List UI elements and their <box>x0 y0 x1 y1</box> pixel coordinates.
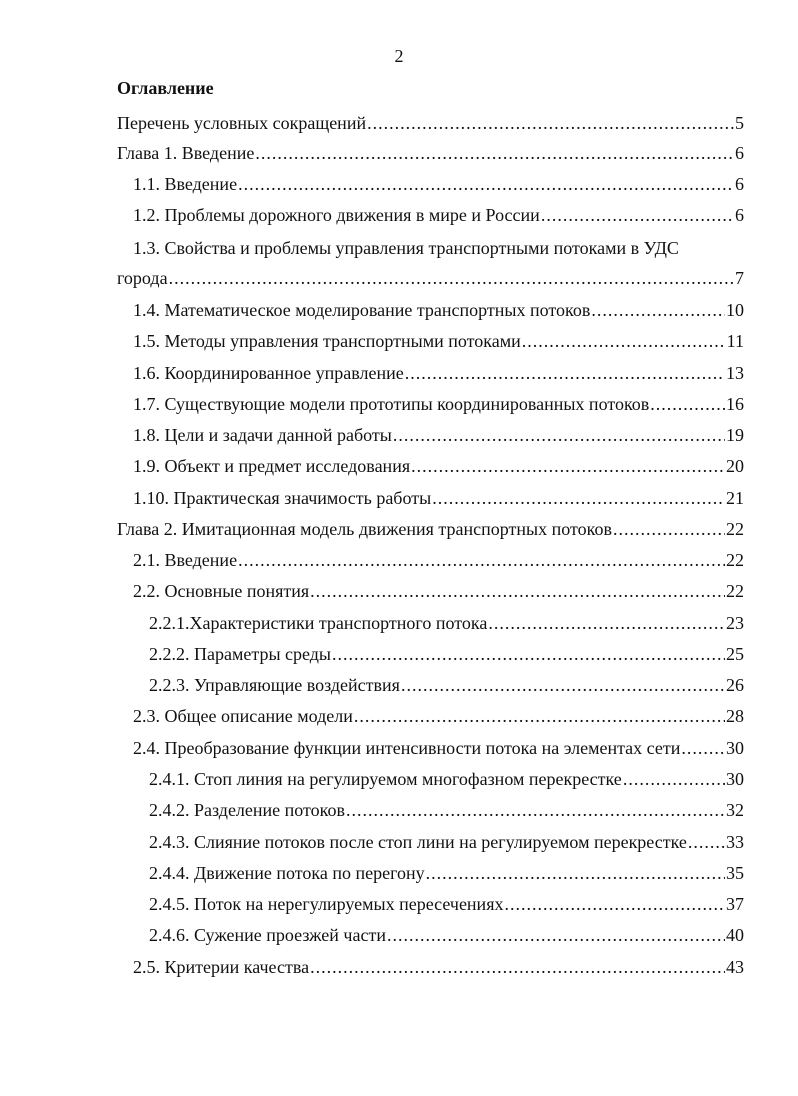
toc-entry-1-7[interactable] <box>0 391 798 417</box>
toc-leader-dots <box>310 578 725 604</box>
toc-leader-dots <box>354 703 725 729</box>
toc-leader-dots <box>613 516 725 542</box>
toc-leader-dots <box>405 360 725 386</box>
page-number: 2 <box>394 46 404 66</box>
toc-entry-page: 7 <box>735 268 744 288</box>
toc-entry-page: 6 <box>735 205 744 225</box>
toc-leader-dots <box>401 672 725 698</box>
toc-entry-1-10[interactable] <box>0 485 798 511</box>
toc-entry-page: 37 <box>726 894 744 914</box>
toc-entry-2-2-3[interactable] <box>0 672 798 698</box>
toc-entry-1-3[interactable] <box>0 235 798 295</box>
toc-leader-dots <box>426 860 725 886</box>
toc-leader-dots <box>650 391 725 417</box>
toc-entry-page: 21 <box>726 488 744 508</box>
toc-entry-page: 40 <box>726 925 744 945</box>
toc-leader-dots <box>346 797 725 823</box>
toc-entry-chapter-2[interactable] <box>0 516 798 542</box>
toc-entry-2-4-3[interactable] <box>0 829 798 855</box>
toc-entry-page: 19 <box>726 425 744 445</box>
toc-entry-title: 2.2.3. Управляющие воздействия <box>149 675 400 695</box>
toc-leader-dots <box>432 485 725 511</box>
toc-leader-dots <box>623 766 725 792</box>
toc-entry-page: 6 <box>735 143 744 163</box>
toc-entry-2-4-5[interactable] <box>0 891 798 917</box>
toc-entry-title: 1.7. Существующие модели прототипы координированных потоков <box>133 394 650 414</box>
toc-leader-dots <box>393 422 725 448</box>
toc-entry-page: 30 <box>726 769 744 789</box>
toc-entry-2-4[interactable] <box>0 735 798 761</box>
toc-entry-title: 1.8. Цели и задачи данной работы <box>133 425 392 445</box>
toc-entry-page: 22 <box>726 519 744 539</box>
toc-entry-title: 2.2.1.Характеристики транспортного потока <box>149 613 488 633</box>
toc-leader-dots <box>504 891 725 917</box>
toc-entry-1-8[interactable] <box>0 422 798 448</box>
toc-entry-2-4-6[interactable] <box>0 922 798 948</box>
toc-entry-page: 22 <box>726 581 744 601</box>
toc-entry-title: 1.2. Проблемы дорожного движения в мире и России <box>133 205 540 225</box>
toc-leader-dots <box>387 922 725 948</box>
toc-leader-dots <box>332 641 725 667</box>
toc-entry-1-5[interactable] <box>0 328 798 354</box>
toc-leader-dots <box>238 171 734 197</box>
toc-entry-page: 26 <box>726 675 744 695</box>
toc-entry-page: 28 <box>726 706 744 726</box>
toc-entry-page: 25 <box>726 644 744 664</box>
toc-entry-1-2[interactable] <box>0 202 798 228</box>
toc-leader-dots <box>411 453 725 479</box>
toc-entry-title: 2.4.4. Движение потока по перегону <box>149 863 425 883</box>
toc-entry-page: 43 <box>726 957 744 977</box>
toc-heading: Оглавление <box>117 78 214 98</box>
toc-entry-2-5[interactable] <box>0 954 798 980</box>
toc-entry-page: 11 <box>726 331 744 351</box>
toc-leader-dots <box>541 202 734 228</box>
toc-entry-title-line1: 1.3. Свойства и проблемы управления транспортными потоками в УДС <box>133 238 679 258</box>
toc-leader-dots <box>169 265 734 291</box>
toc-entry-page: 35 <box>726 863 744 883</box>
toc-entry-1-9[interactable] <box>0 453 798 479</box>
toc-entry-page: 16 <box>726 394 744 414</box>
toc-entry-2-3[interactable] <box>0 703 798 729</box>
toc-entry-page: 10 <box>726 300 744 320</box>
toc-entry-title: 1.5. Методы управления транспортными потоками <box>133 331 521 351</box>
toc-entry-chapter-1[interactable] <box>0 140 798 166</box>
toc-entry-page: 32 <box>726 800 744 820</box>
toc-entry-title: 2.4. Преобразование функции интенсивности потока на элементах сети <box>133 738 681 758</box>
toc-entry-title: 2.3. Общее описание модели <box>133 706 353 726</box>
toc-entry-title: 1.4. Математическое моделирование транспортных потоков <box>133 300 591 320</box>
toc-leader-dots <box>688 829 725 855</box>
toc-leader-dots <box>681 735 725 761</box>
toc-entry-2-4-1[interactable] <box>0 766 798 792</box>
toc-entry-2-2[interactable] <box>0 578 798 604</box>
toc-entry-abbreviations[interactable] <box>0 110 798 136</box>
toc-entry-page: 23 <box>726 613 744 633</box>
toc-entry-title: 1.9. Объект и предмет исследования <box>133 456 411 476</box>
toc-entry-2-2-2[interactable] <box>0 641 798 667</box>
toc-entry-page: 22 <box>726 550 744 570</box>
toc-entry-title: 1.10. Практическая значимость работы <box>133 488 432 508</box>
toc-entry-2-4-2[interactable] <box>0 797 798 823</box>
toc-leader-dots <box>238 547 725 573</box>
toc-entry-title: 2.1. Введение <box>133 550 238 570</box>
toc-entry-page: 30 <box>726 738 744 758</box>
toc-entry-title: 2.5. Критерии качества <box>133 957 310 977</box>
toc-entry-title: 2.4.5. Поток на нерегулируемых пересечениях <box>149 894 504 914</box>
toc-leader-dots <box>255 140 734 166</box>
toc-entry-title: Перечень условных сокращений <box>117 113 367 133</box>
toc-leader-dots <box>522 328 726 354</box>
toc-entry-page: 33 <box>726 832 744 852</box>
toc-entry-2-4-4[interactable] <box>0 860 798 886</box>
toc-entry-title: 1.6. Координированное управление <box>133 363 404 383</box>
toc-leader-dots <box>310 954 725 980</box>
toc-entry-title: 2.2. Основные понятия <box>133 581 310 601</box>
toc-entry-title: 2.4.6. Сужение проезжей части <box>149 925 386 945</box>
toc-leader-dots <box>488 610 725 636</box>
toc-entry-page: 13 <box>726 363 744 383</box>
toc-entry-page: 5 <box>735 113 744 133</box>
toc-entry-2-1[interactable] <box>0 547 798 573</box>
toc-entry-title: Глава 2. Имитационная модель движения транспортных потоков <box>117 519 612 539</box>
toc-entry-1-6[interactable] <box>0 360 798 386</box>
toc-entry-2-2-1[interactable] <box>0 610 798 636</box>
toc-leader-dots <box>591 297 725 323</box>
toc-entry-1-1[interactable] <box>0 171 798 197</box>
toc-entry-title: 2.2.2. Параметры среды <box>149 644 332 664</box>
toc-entry-title: 2.4.1. Стоп линия на регулируемом многофазном перекрестке <box>149 769 622 789</box>
toc-leader-dots <box>367 110 734 136</box>
toc-entry-title: 2.4.3. Слияние потоков после стоп лини на регулируемом перекрестке <box>149 832 687 852</box>
toc-entry-1-4[interactable] <box>0 297 798 323</box>
toc-entry-title: Глава 1. Введение <box>117 143 255 163</box>
toc-entry-title: 1.1. Введение <box>133 174 238 194</box>
toc-entry-title: 2.4.2. Разделение потоков <box>149 800 346 820</box>
toc-entry-title: города <box>117 268 168 288</box>
toc-entry-page: 20 <box>726 456 744 476</box>
toc-entry-page: 6 <box>735 174 744 194</box>
